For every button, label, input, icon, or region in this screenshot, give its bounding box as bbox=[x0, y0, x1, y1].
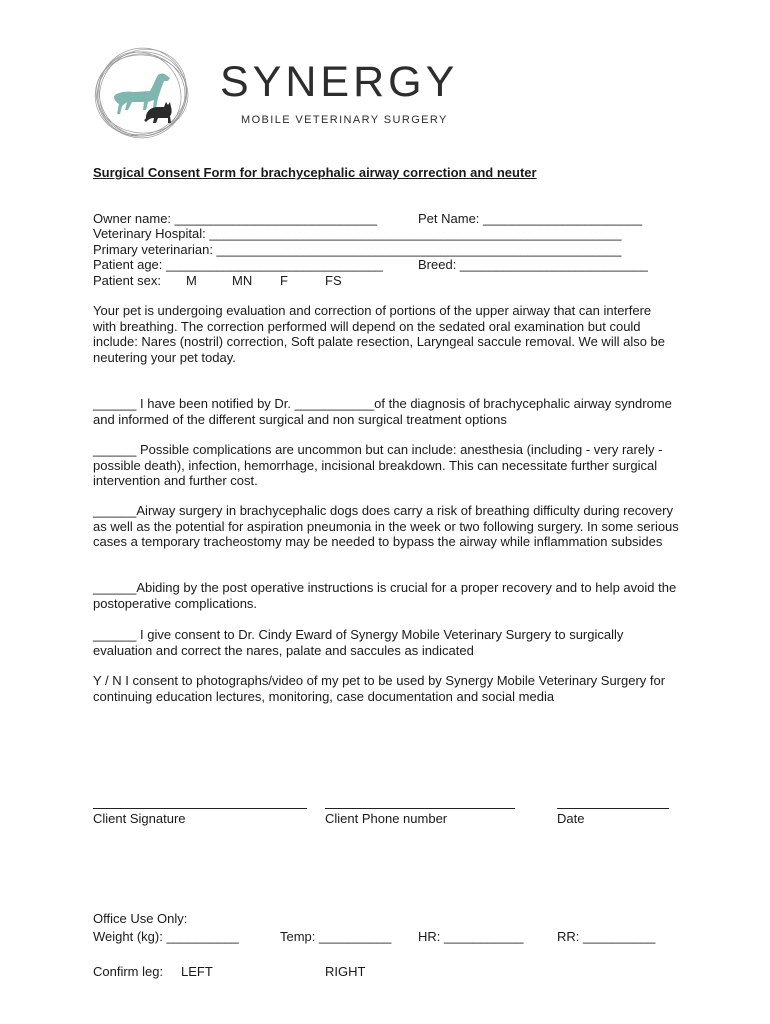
brand-name: SYNERGY bbox=[220, 58, 459, 106]
client-signature-line[interactable] bbox=[93, 808, 307, 809]
consent-airway-risk[interactable]: ______Airway surgery in brachycephalic dogs does carry a risk of breathing difficulty during recovery as well as the potential for aspiration pneumonia in the week or two following surgery. In some serious cases a temporary tracheostomy may be needed to bypass the airway while inflammation subsides bbox=[93, 503, 679, 549]
leg-option-left[interactable]: LEFT bbox=[181, 964, 213, 979]
patient-age-field[interactable]: Patient age: ______________________________ bbox=[93, 257, 383, 272]
date-line[interactable] bbox=[557, 808, 669, 809]
sex-option-fs[interactable]: FS bbox=[325, 273, 342, 288]
client-phone-line[interactable] bbox=[325, 808, 515, 809]
hr-field[interactable]: HR: ___________ bbox=[418, 929, 524, 944]
sex-option-mn[interactable]: MN bbox=[232, 273, 253, 288]
consent-diagnosis[interactable]: ______ I have been notified by Dr. ___________of the diagnosis of brachycephalic airway syndrome and informed of the different surgical and non surgical treatment options bbox=[93, 396, 672, 427]
sex-option-m[interactable]: M bbox=[186, 273, 197, 288]
consent-post-op[interactable]: ______Abiding by the post operative instructions is crucial for a proper recovery and to help avoid the postoperative complications. bbox=[93, 580, 677, 611]
confirm-leg-label: Confirm leg: bbox=[93, 964, 164, 979]
office-use-heading: Office Use Only: bbox=[93, 911, 188, 926]
form-title: Surgical Consent Form for brachycephalic airway correction and neuter bbox=[93, 165, 537, 180]
synergy-logo-icon bbox=[92, 44, 190, 142]
rr-field[interactable]: RR: __________ bbox=[557, 929, 656, 944]
date-label: Date bbox=[557, 811, 585, 826]
intro-paragraph: Your pet is undergoing evaluation and correction of portions of the upper airway that can interfere with breathing. The correction performed will depend on the sedated oral examination but could include: Nares (nostril) correction, Soft palate resection, Laryngeal saccule removal. We will also be neutering your pet today. bbox=[93, 303, 666, 365]
temp-field[interactable]: Temp: __________ bbox=[280, 929, 392, 944]
consent-surgery[interactable]: ______ I give consent to Dr. Cindy Eward of Synergy Mobile Veterinary Surgery to surgically evaluation and correct the nares, palate and saccules as indicated bbox=[93, 627, 624, 658]
weight-field[interactable]: Weight (kg): __________ bbox=[93, 929, 239, 944]
pet-name-field[interactable]: Pet Name: ______________________ bbox=[418, 211, 643, 226]
brand-subtitle: MOBILE VETERINARY SURGERY bbox=[241, 114, 448, 126]
client-phone-label: Client Phone number bbox=[325, 811, 448, 826]
consent-complications[interactable]: ______ Possible complications are uncommon but can include: anesthesia (including - very rarely - possible death), infection, hemorrhage, incisional breakdown. This can necessitate further surgical intervention and further cost. bbox=[93, 442, 663, 488]
client-signature-label: Client Signature bbox=[93, 811, 186, 826]
patient-sex-label: Patient sex: bbox=[93, 273, 161, 288]
breed-field[interactable]: Breed: __________________________ bbox=[418, 257, 648, 272]
primary-veterinarian-field[interactable]: Primary veterinarian: ________________________________________________________ bbox=[93, 242, 622, 257]
leg-option-right[interactable]: RIGHT bbox=[325, 964, 366, 979]
consent-photos[interactable]: Y / N I consent to photographs/video of my pet to be used by Synergy Mobile Veterinary Surgery for continuing education lectures, monitoring, case documentation and social media bbox=[93, 673, 666, 704]
sex-option-f[interactable]: F bbox=[280, 273, 288, 288]
owner-name-field[interactable]: Owner name: ____________________________ bbox=[93, 211, 378, 226]
veterinary-hospital-field[interactable]: Veterinary Hospital: _________________________________________________________ bbox=[93, 226, 622, 241]
